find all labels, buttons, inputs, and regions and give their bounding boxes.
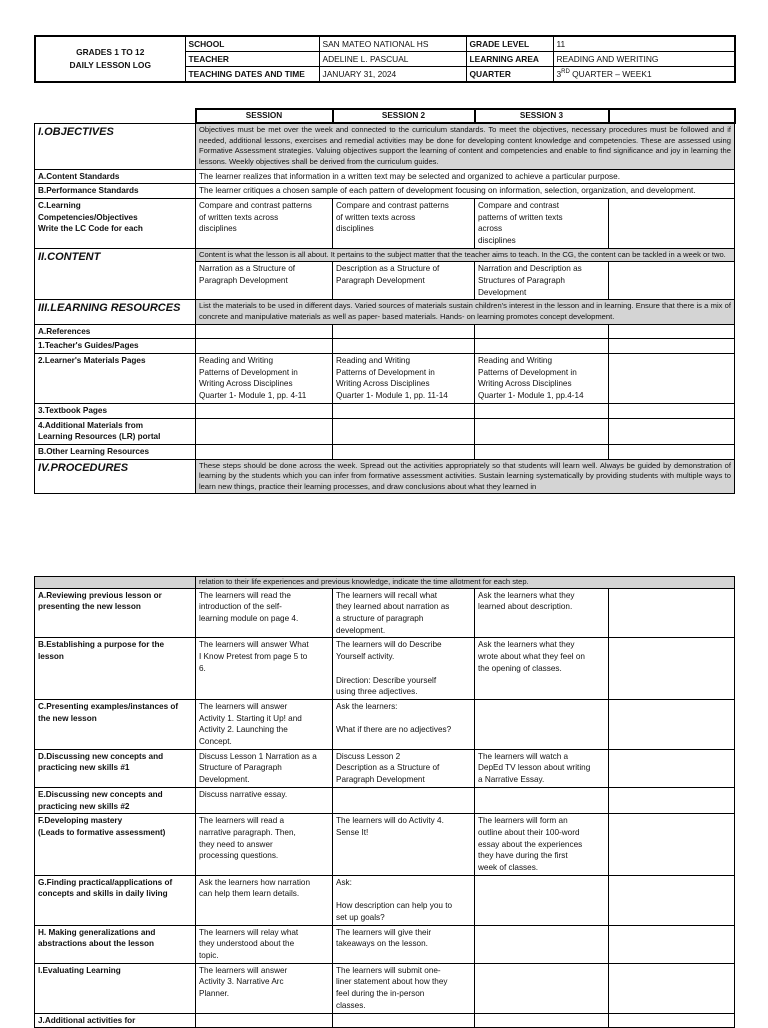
competency-cell: Compare and contrast patterns of written texts across disciplines: [196, 198, 333, 248]
log-title-line2: DAILY LESSON LOG: [69, 60, 151, 70]
procedure-cell: [609, 1013, 735, 1028]
session-header-row: [35, 109, 735, 123]
empty-cell: [475, 418, 609, 444]
procedure-label: B.Establishing a purpose for the lesson: [35, 638, 196, 700]
area-value: READING AND WERITING: [553, 52, 735, 67]
procedure-cell: The learners will answer What I Know Pretest from page 5 to 6.: [196, 638, 333, 700]
procedure-cell: The learners will recall what they learned about narration as a structure of paragraph development.: [333, 588, 475, 638]
procedure-cell: [333, 787, 475, 813]
procedure-label: I.Evaluating Learning: [35, 963, 196, 1013]
procedure-label: J.Additional activities for: [35, 1013, 196, 1028]
procedure-label: F.Developing mastery (Leads to formative assessment): [35, 814, 196, 876]
textbook-label: 3.Textbook Pages: [35, 403, 196, 418]
procedure-row: [35, 875, 735, 925]
procedure-cell: [609, 638, 735, 700]
procedures-note-cont-row: [35, 577, 735, 589]
empty-cell: [475, 339, 609, 354]
procedure-row: [35, 925, 735, 963]
content-heading: II.CONTENT: [35, 248, 196, 300]
procedure-cell: [609, 787, 735, 813]
empty-cell: [196, 339, 333, 354]
quarter-value: [553, 67, 735, 83]
procedure-cell: The learners will do Activity 4. Sense It!: [333, 814, 475, 876]
content-cell: Description as a Structure of Paragraph Development: [333, 262, 475, 300]
objectives-heading: I.OBJECTIVES: [35, 123, 196, 169]
session-header-blank: [35, 109, 196, 123]
quarter-superscript: RD: [561, 69, 570, 76]
procedure-cell: [475, 699, 609, 749]
procedures-note: These steps should be done across the week. Spread out the activities appropriately so that students will learn well. Always be guided by demonstration of learning by the students which you can infer from formative assessment activities. Sustain learning systematically by providing students with multiple ways to learn new things, practice their learning processes, and draw conclusions about what they learned in: [196, 459, 735, 494]
procedure-cell: [609, 588, 735, 638]
procedure-cell: The learners will answer Activity 1. Starting it Up! and Activity 2. Launching the Concept.: [196, 699, 333, 749]
procedure-cell: [475, 925, 609, 963]
competency-cell: Compare and contrast patterns of written texts across disciplines: [475, 198, 609, 248]
quarter-number: 3: [556, 69, 562, 79]
content-standards-row: [35, 169, 735, 184]
procedure-cell: The learners will do Describe Yourself activity. Direction: Describe yourself using three adjectives.: [333, 638, 475, 700]
procedure-label: H. Making generalizations and abstractions about the lesson: [35, 925, 196, 963]
procedure-row: [35, 814, 735, 876]
empty-cell: [609, 339, 735, 354]
teacher-label: TEACHER: [185, 52, 319, 67]
procedure-row: [35, 699, 735, 749]
procedure-cell: [609, 814, 735, 876]
procedure-cell: [475, 787, 609, 813]
empty-cell: [333, 324, 475, 339]
procedure-cell: [475, 875, 609, 925]
teacher-value: ADELINE L. PASCUAL: [319, 52, 466, 67]
empty-cell: [333, 444, 475, 459]
quarter-week: QUARTER – WEEK1: [569, 69, 652, 79]
procedure-cell: [609, 875, 735, 925]
other-resources-label: B.Other Learning Resources: [35, 444, 196, 459]
content-note: Content is what the lesson is all about. It pertains to the subject matter that the teacher aims to teach. In the CG, the content can be tackled in a week or two.: [196, 248, 735, 262]
procedures-heading-row: [35, 459, 735, 494]
log-title-line1: GRADES 1 TO 12: [76, 47, 145, 57]
textbook-row: [35, 403, 735, 418]
empty-cell: [475, 444, 609, 459]
procedure-row: [35, 588, 735, 638]
learners-materials-cell: Reading and Writing Patterns of Development in Writing Across Disciplines Quarter 1- Module 1, pp. 4-11: [196, 354, 333, 404]
lesson-table-bottom: [34, 576, 735, 1028]
teachers-guide-row: [35, 339, 735, 354]
content-cell: Narration and Description as Structures of Paragraph Development: [475, 262, 609, 300]
lesson-table-top: [34, 108, 736, 494]
additional-materials-row: [35, 418, 735, 444]
procedure-label: E.Discussing new concepts and practicing new skills #2: [35, 787, 196, 813]
empty-cell: [196, 444, 333, 459]
procedure-cell: [609, 963, 735, 1013]
procedure-cell: [609, 699, 735, 749]
dates-value: JANUARY 31, 2024: [319, 67, 466, 83]
school-label: SCHOOL: [185, 36, 319, 52]
log-title: [35, 36, 185, 82]
procedure-cell: The learners will read a narrative paragraph. Then, they need to answer processing questions.: [196, 814, 333, 876]
teachers-guide-label: 1.Teacher's Guides/Pages: [35, 339, 196, 354]
area-label: LEARNING AREA: [466, 52, 553, 67]
performance-standards-row: [35, 184, 735, 199]
empty-cell: [196, 324, 333, 339]
empty-cell: [333, 403, 475, 418]
empty-cell: [196, 418, 333, 444]
empty-cell: [609, 444, 735, 459]
other-resources-row: [35, 444, 735, 459]
objectives-note: Objectives must be met over the week and connected to the curriculum standards. To meet the objectives, necessary procedures must be followed and if needed, additional lessons, exercises and remedial activities may be done for developing content knowledge and competencies. These are assessed using Formative Assessment strategies. Valuing objectives support the learning of content and competencies and enable to find significance and joy in learning the lessons. Weekly objectives shall be derived from the curriculum guides.: [196, 123, 735, 169]
grade-label: GRADE LEVEL: [466, 36, 553, 52]
procedures-note-cont: relation to their life experiences and previous knowledge, indicate the time allotment for each step.: [196, 577, 735, 589]
procedure-cell: Ask: How description can help you to set up goals?: [333, 875, 475, 925]
performance-standards-label: B.Performance Standards: [35, 184, 196, 199]
empty-cell: [475, 324, 609, 339]
content-heading-row: [35, 248, 735, 262]
procedure-label: D.Discussing new concepts and practicing new skills #1: [35, 749, 196, 787]
procedure-cell: Discuss Lesson 1 Narration as a Structure of Paragraph Development.: [196, 749, 333, 787]
empty-cell: [609, 403, 735, 418]
competencies-label: C.Learning Competencies/Objectives Write the LC Code for each: [35, 198, 196, 248]
procedure-cell: Ask the learners: What if there are no adjectives?: [333, 699, 475, 749]
procedure-cell: The learners will answer Activity 3. Narrative Arc Planner.: [196, 963, 333, 1013]
references-label: A.References: [35, 324, 196, 339]
content-standards-label: A.Content Standards: [35, 169, 196, 184]
content-cell: Narration as a Structure of Paragraph Development: [196, 262, 333, 300]
procedure-row: [35, 787, 735, 813]
quarter-label: QUARTER: [466, 67, 553, 83]
empty-cell: [196, 403, 333, 418]
session-3-header: SESSION 3: [475, 109, 609, 123]
resources-note: List the materials to be used in different days. Varied sources of materials sustain children's interest in the lesson and in learning. Ensure that there is a mix of concrete and manipulative materials as well as paper- based materials. Hands- on learning promotes concept development.: [196, 300, 735, 324]
procedures-heading: IV.PROCEDURES: [35, 459, 196, 494]
procedures-body: [35, 588, 735, 1028]
procedure-cell: [609, 925, 735, 963]
procedure-cell: The learners will read the introduction of the self- learning module on page 4.: [196, 588, 333, 638]
procedure-cell: The learners will give their takeaways on the lesson.: [333, 925, 475, 963]
procedure-row: [35, 963, 735, 1013]
procedure-cell: The learners will watch a DepEd TV lesson about writing a Narrative Essay.: [475, 749, 609, 787]
competency-cell: Compare and contrast patterns of written texts across disciplines: [333, 198, 475, 248]
procedure-cell: [196, 1013, 333, 1028]
dates-label: TEACHING DATES AND TIME: [185, 67, 319, 83]
procedure-cell: Ask the learners what they wrote about what they feel on the opening of classes.: [475, 638, 609, 700]
session-2-header: SESSION 2: [333, 109, 475, 123]
procedure-row: [35, 1013, 735, 1028]
procedures-note-spacer: [35, 577, 196, 589]
references-row: [35, 324, 735, 339]
learners-materials-row: [35, 354, 735, 404]
content-standards-text: The learner realizes that information in a written text may be selected and organized to achieve a particular purpose.: [196, 169, 735, 184]
content-cell: [609, 262, 735, 300]
procedure-cell: The learners will relay what they understood about the topic.: [196, 925, 333, 963]
procedure-label: A.Reviewing previous lesson or presenting the new lesson: [35, 588, 196, 638]
header-table: [34, 35, 736, 83]
competency-cell: [609, 198, 735, 248]
empty-cell: [609, 324, 735, 339]
procedure-cell: Discuss narrative essay.: [196, 787, 333, 813]
procedure-row: [35, 749, 735, 787]
empty-cell: [333, 418, 475, 444]
additional-materials-label: 4.Additional Materials from Learning Resources (LR) portal: [35, 418, 196, 444]
procedure-row: [35, 638, 735, 700]
procedure-cell: [609, 749, 735, 787]
empty-cell: [609, 418, 735, 444]
empty-cell: [333, 339, 475, 354]
procedure-label: G.Finding practical/applications of concepts and skills in daily living: [35, 875, 196, 925]
competencies-row: [35, 198, 735, 248]
learners-materials-cell: Reading and Writing Patterns of Development in Writing Across Disciplines Quarter 1- Module 1, pp.4-14: [475, 354, 609, 404]
session-1-header: SESSION: [196, 109, 333, 123]
resources-heading: III.LEARNING RESOURCES: [35, 300, 196, 324]
procedure-cell: Ask the learners what they learned about description.: [475, 588, 609, 638]
learners-materials-cell: [609, 354, 735, 404]
session-4-header: [609, 109, 735, 123]
procedure-cell: [475, 1013, 609, 1028]
resources-heading-row: [35, 300, 735, 324]
objectives-row: [35, 123, 735, 169]
performance-standards-text: The learner critiques a chosen sample of each pattern of development focusing on information, selection, organization, and development.: [196, 184, 735, 199]
learners-materials-label: 2.Learner's Materials Pages: [35, 354, 196, 404]
procedure-cell: Discuss Lesson 2 Description as a Structure of Paragraph Development: [333, 749, 475, 787]
grade-value: 11: [553, 36, 735, 52]
empty-cell: [475, 403, 609, 418]
procedure-cell: Ask the learners how narration can help them learn details.: [196, 875, 333, 925]
procedure-cell: The learners will submit one- liner statement about how they feel during the in-person classes.: [333, 963, 475, 1013]
procedure-label: C.Presenting examples/instances of the new lesson: [35, 699, 196, 749]
procedure-cell: [475, 963, 609, 1013]
school-value: SAN MATEO NATIONAL HS: [319, 36, 466, 52]
procedure-cell: The learners will form an outline about their 100-word essay about the experiences they have during the first week of classes.: [475, 814, 609, 876]
procedure-cell: [333, 1013, 475, 1028]
learners-materials-cell: Reading and Writing Patterns of Development in Writing Across Disciplines Quarter 1- Module 1, pp. 11-14: [333, 354, 475, 404]
